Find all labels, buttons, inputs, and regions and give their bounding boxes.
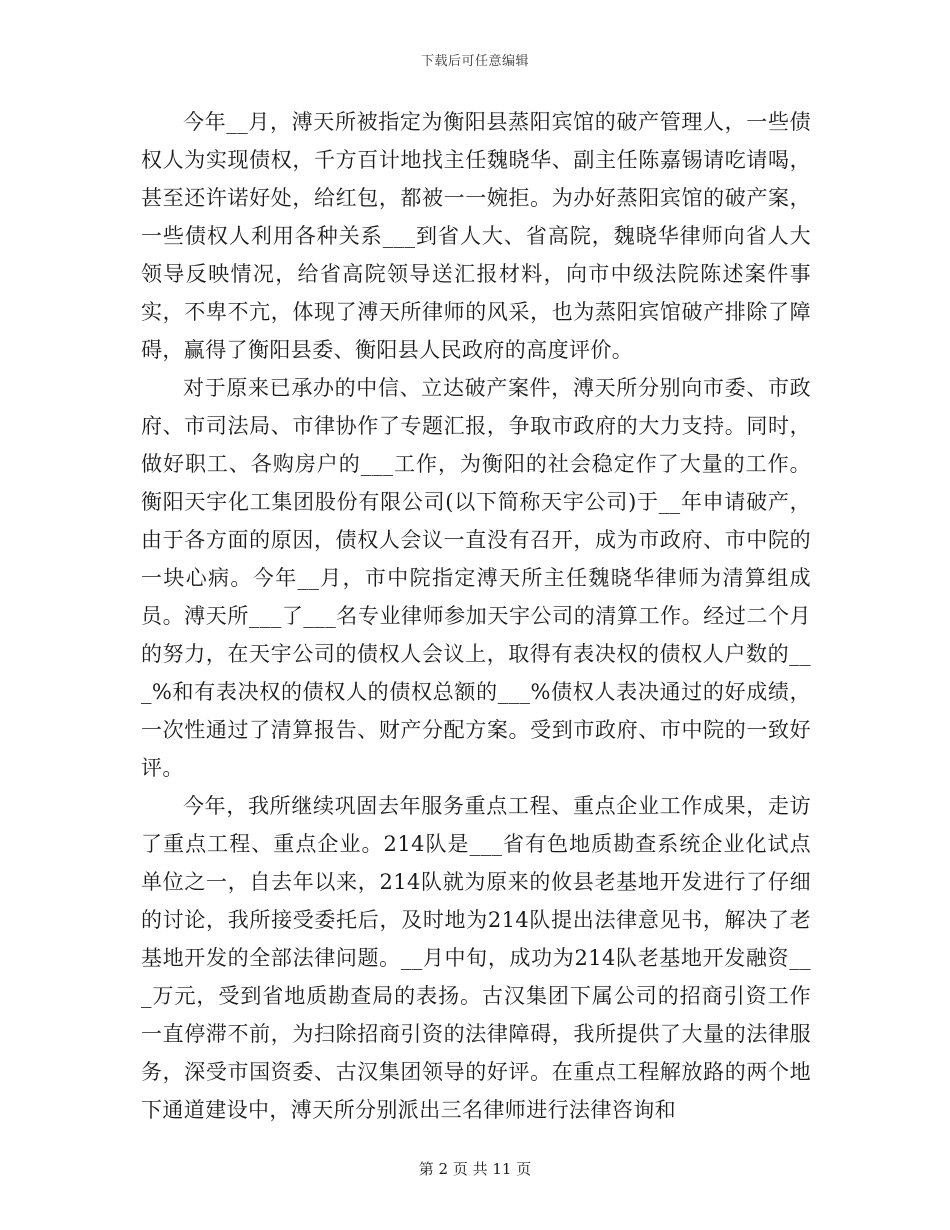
page-header: 下载后可任意编辑 [420, 54, 529, 69]
paragraph-1: 今年__月，溥天所被指定为衡阳县蒸阳宾馆的破产管理人，一些债权人为实现债权，千方百计地找主任魏晓华、副主任陈嘉锡请吃请喝，甚至还许诺好处，给红包，都被一一婉拒。为办好蒸阳宾馆的破产案，一些债权人利用各种关系___到省人大、省高院，魏晓华律师向省人大领导反映情况，给省高院领导送汇报材料，向市中级法院陈述案件事实，不卑不亢，体现了溥天所律师的风采，也为蒸阳宾馆破产排除了障碍，赢得了衡阳县委、衡阳县人民政府的高度评价。 [141, 110, 811, 362]
document-body [141, 103, 811, 1129]
paragraph-3: 今年，我所继续巩固去年服务重点工程、重点企业工作成果，走访了重点工程、重点企业。214队是___省有色地质勘查系统企业化试点单位之一，自去年以来，214队就为原来的攸县老基地开发进行了仔细的讨论，我所接受委托后，及时地为214队提出法律意见书，解决了老基地开发的全部法律问题。__月中旬，成功为214队老基地开发融资___万元，受到省地质勘查局的表扬。古汉集团下属公司的招商引资工作一直停滞不前，为扫除招商引资的法律障碍，我所提供了大量的法律服务，深受市国资委、古汉集团领导的好评。在重点工程解放路的两个地下通道建设中，溥天所分别派出三名律师进行法律咨询和 [141, 794, 811, 1122]
page-number-footer: 第 2 页 共 11 页 [418, 1160, 532, 1178]
paragraph-2: 对于原来已承办的中信、立达破产案件，溥天所分别向市委、市政府、市司法局、市律协作了专题汇报，争取市政府的大力支持。同时，做好职工、各购房户的___工作，为衡阳的社会稳定作了大量的工作。衡阳天宇化工集团股份有限公司(以下简称天宇公司)于__年申请破产，由于各方面的原因，债权人会议一直没有召开，成为市政府、市中院的一块心病。今年__月，市中院指定溥天所主任魏晓华律师为清算组成员。溥天所___了___名专业律师参加天宇公司的清算工作。经过二个月的努力，在天宇公司的债权人会议上，取得有表决权的债权人户数的___%和有表决权的债权人的债权总额的___%债权人表决通过的好成绩，一次性通过了清算报告、财产分配方案。受到市政府、市中院的一致好评。 [141, 376, 811, 780]
